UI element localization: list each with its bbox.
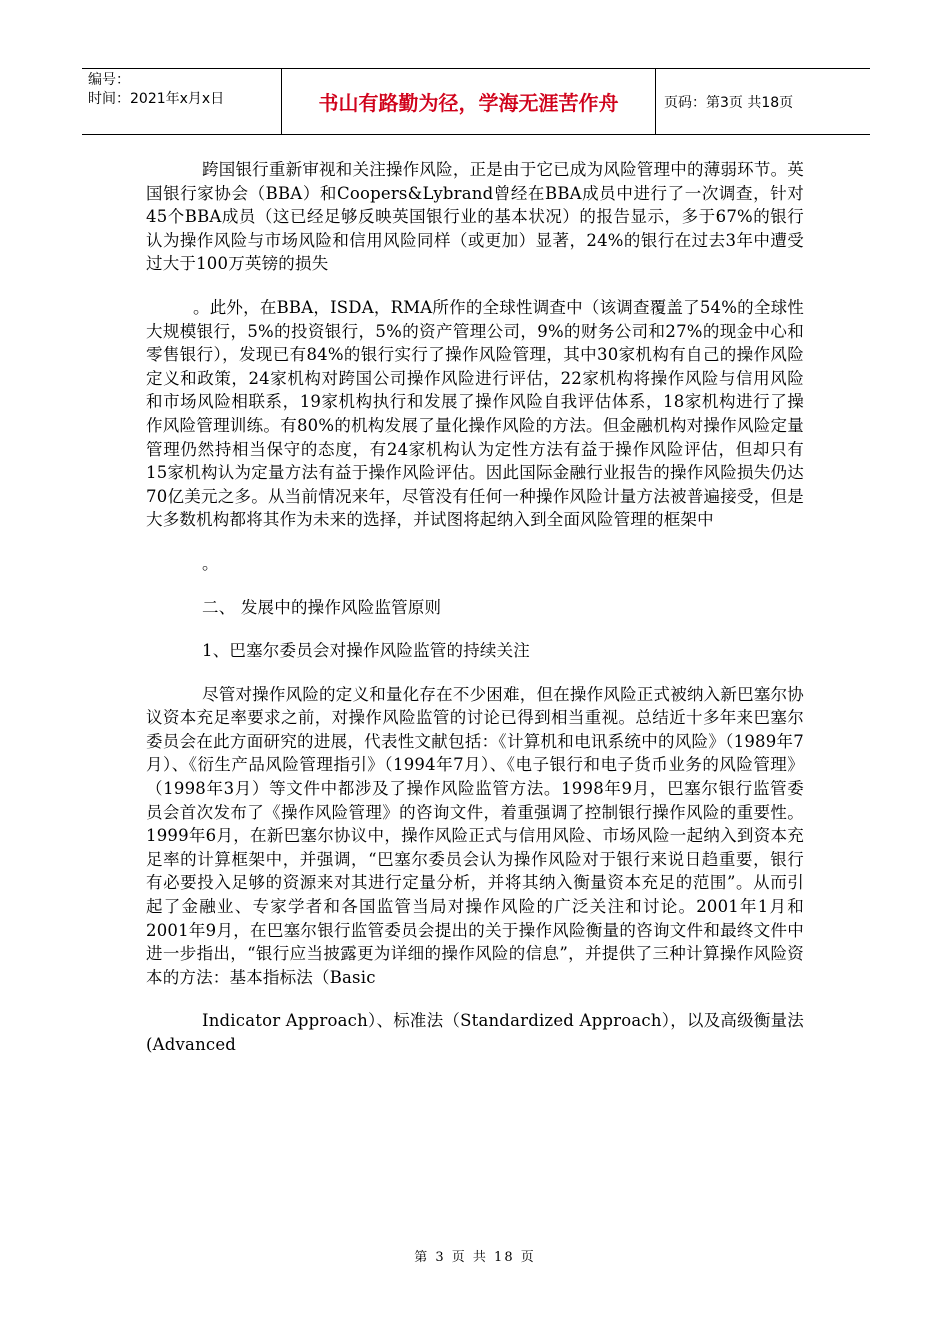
subsection-heading: 1、巴塞尔委员会对操作风险监管的持续关注: [202, 641, 530, 661]
header-motto: 书山有路勤为径，学海无涯苦作舟: [282, 69, 656, 134]
paragraph-1: 跨国银行重新审视和关注操作风险，正是由于它已成为风险管理中的薄弱环节。英国银行家协会（BBA）和Coopers&Lybrand曾经在BBA成员中进行了一次调查，针对45个BBA成员（这已经足够反映英国银行业的基本状况）的报告显示，多于67%的银行认为操作风险与市场风险和信用风险同样（或更加）显著，24%的银行在过去3年中遭受过大于100万英镑的损失: [146, 160, 804, 274]
paragraph-4: 尽管对操作风险的定义和量化存在不少困难，但在操作风险正式被纳入新巴塞尔协议资本充足率要求之前，对操作风险监管的讨论已得到相当重视。总结近十多年来巴塞尔委员会在此方面研究的进展，代表性文献包括：《计算机和电讯系统中的风险》（1989年7月）、《衍生产品风险管理指引》（1994年7月）、《电子银行和电子货币业务的风险管理》（1998年3月）等文件中都涉及了操作风险监管方法。1998年9月，巴塞尔银行监管委员会首次发布了《操作风险管理》的咨询文件，着重强调了控制银行操作风险的重要性。1999年6月，在新巴塞尔协议中，操作风险正式与信用风险、市场风险一起纳入到资本充足率的计算框架中，并强调，“巴塞尔委员会认为操作风险对于银行来说日趋重要，银行有必要投入足够的资源来对其进行定量分析，并将其纳入衡量资本充足的范围”。从而引起了金融业、专家学者和各国监管当局对操作风险的广泛关注和讨论。2001年1月和2001年9月，在巴塞尔银行监管委员会提出的关于操作风险衡量的咨询文件和最终文件中进一步指出，“银行应当披露更为详细的操作风险的信息”，并提供了三种计算操作风险资本的方法：基本指标法（Basic: [146, 684, 804, 987]
document-header: [82, 68, 870, 135]
section-heading: 二、 发展中的操作风险监管原则: [202, 597, 442, 617]
header-time-label: 时间：2021年x月x日: [88, 91, 225, 107]
header-page-info: 页码：第3页 共18页: [664, 94, 794, 111]
paragraph-3: 。: [202, 553, 219, 573]
header-number-label: 编号：: [88, 72, 130, 88]
paragraph-2: 。此外，在BBA，ISDA，RMA所作的全球性调查中（该调查覆盖了54%的全球性大规模银行，5%的投资银行，5%的资产管理公司，9%的财务公司和27%的现金中心和零售银行），发现已有84%的银行实行了操作风险管理，其中30家机构有自己的操作风险定义和政策，24家机构对跨国公司操作风险进行评估，22家机构将操作风险与信用风险和市场风险相联系，19家机构执行和发展了操作风险自我评估体系，18家机构进行了操作风险管理训练。有80%的机构发展了量化操作风险的方法。但金融机构对操作风险定量管理仍然持相当保守的态度，有24家机构认为定性方法有益于操作风险评估，但却只有15家机构认为定量方法有益于操作风险评估。因此国际金融行业报告的操作风险损失仍达70亿美元之多。从当前情况来年，尽管没有任何一种操作风险计量方法被普遍接受，但是大多数机构都将其作为未来的选择，并试图将起纳入到全面风险管理的框架中: [146, 297, 804, 530]
header-meta-cell: [82, 69, 282, 134]
document-body: [146, 158, 804, 1077]
page-footer: 第 3 页 共 18 页: [414, 1250, 536, 1265]
paragraph-5: Indicator Approach）、标准法（Standardized Approach），以及高级衡量法(Advanced: [146, 1011, 804, 1054]
